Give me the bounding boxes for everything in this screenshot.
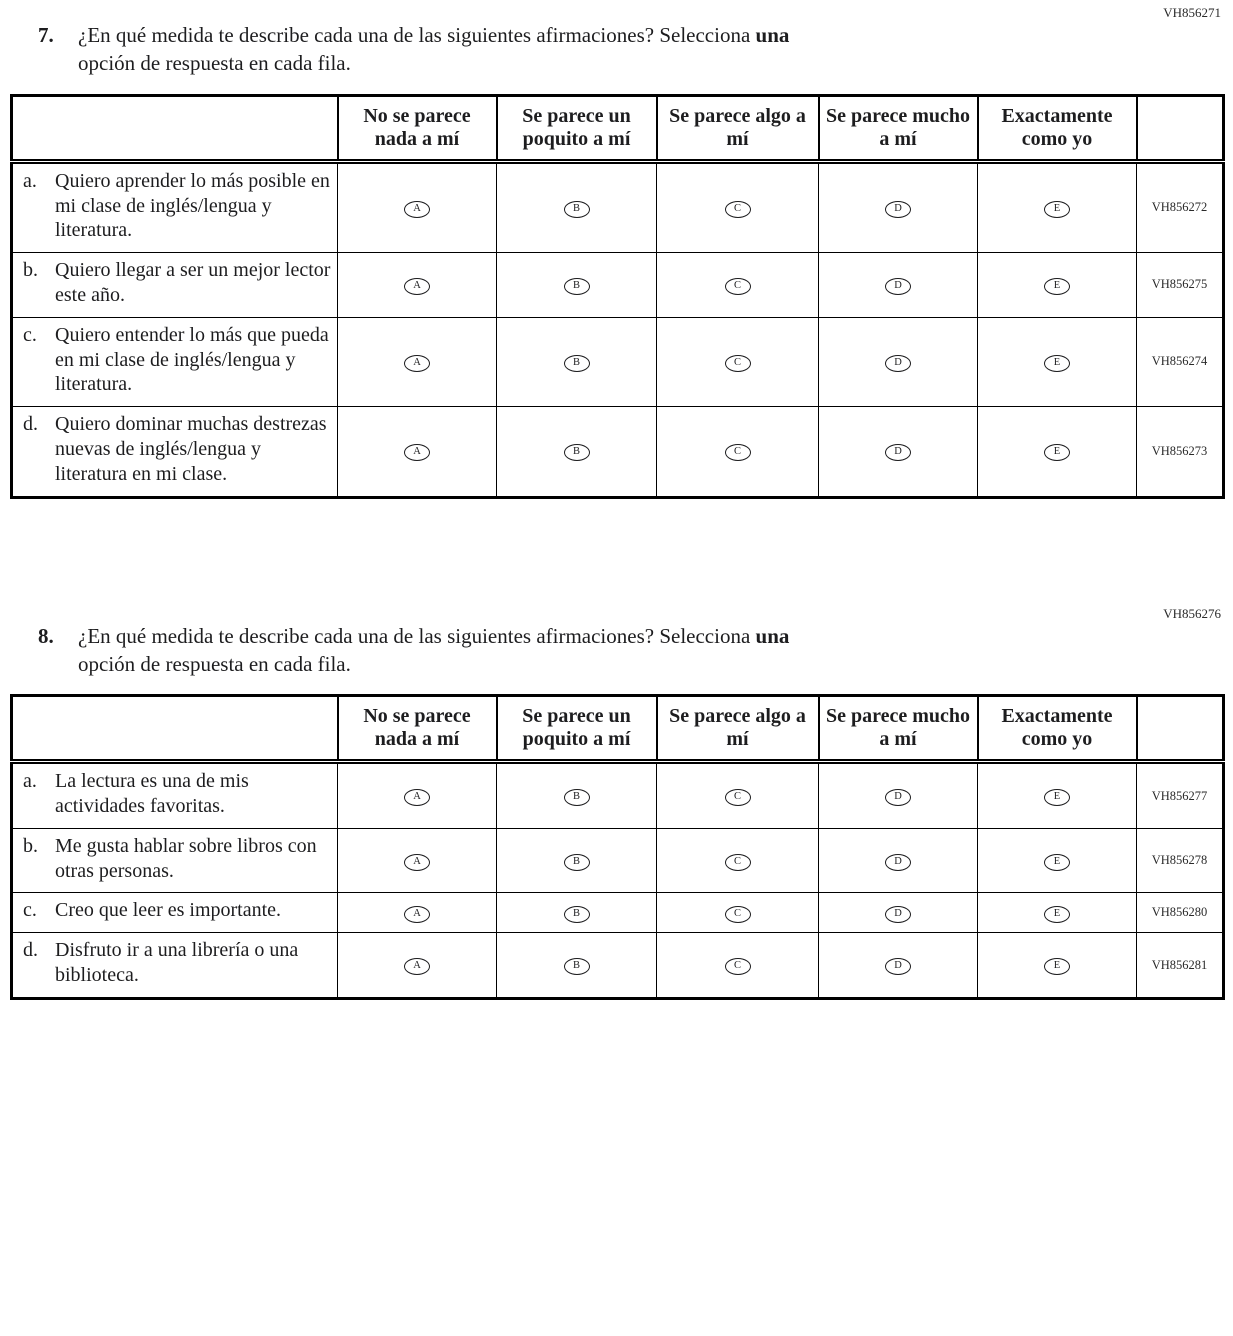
answer-cell <box>657 407 819 497</box>
option-bubble-C[interactable]: C <box>725 854 751 871</box>
answer-cell <box>978 933 1137 999</box>
statement-cell <box>12 161 338 252</box>
row-code: VH856277 <box>1137 762 1224 829</box>
answer-cell <box>338 317 497 406</box>
table-row <box>12 161 1224 252</box>
prompt-start: ¿En qué medida te describe cada una de las siguientes afirmaciones? Selecciona <box>78 23 756 48</box>
answer-cell <box>338 161 497 252</box>
statement-text: Me gusta hablar sobre libros con otras personas. <box>55 834 317 882</box>
option-bubble-C[interactable]: C <box>725 355 751 372</box>
statement-text: Quiero entender lo más que pueda en mi clase de inglés/lengua y literatura. <box>55 323 329 396</box>
column-header: No se parece nada a mí <box>338 95 497 161</box>
table-row <box>12 317 1224 406</box>
column-header: Exactamente como yo <box>978 95 1137 161</box>
header-row <box>12 696 1224 762</box>
option-bubble-E[interactable]: E <box>1044 444 1070 461</box>
statement-text: Creo que leer es importante. <box>55 899 282 922</box>
prompt-start: ¿En qué medida te describe cada una de las siguientes afirmaciones? Selecciona <box>78 623 756 648</box>
option-bubble-D[interactable]: D <box>885 355 911 372</box>
option-bubble-E[interactable]: E <box>1044 278 1070 295</box>
answer-cell <box>497 893 657 933</box>
prompt-bold-word: una <box>755 23 790 48</box>
question-7-block <box>10 6 1223 499</box>
statement-text: Quiero dominar muchas destrezas nuevas de inglés/lengua y literatura en mi clase. <box>55 413 327 485</box>
accession-code-q7: VH856271 <box>1163 5 1221 20</box>
option-bubble-D[interactable]: D <box>885 201 911 218</box>
question-7-prompt <box>38 22 1223 77</box>
option-bubble-A[interactable]: A <box>404 278 430 295</box>
option-bubble-E[interactable]: E <box>1044 789 1070 806</box>
answer-cell <box>657 893 819 933</box>
option-bubble-E[interactable]: E <box>1044 854 1070 871</box>
answer-cell <box>497 762 657 829</box>
prompt-bold-word: una <box>755 623 790 648</box>
option-bubble-B[interactable]: B <box>564 789 590 806</box>
option-bubble-C[interactable]: C <box>725 278 751 295</box>
row-letter: c. <box>23 899 37 922</box>
row-letter: d. <box>23 413 38 436</box>
row-letter: a. <box>23 169 37 192</box>
row-code: VH856272 <box>1137 161 1224 252</box>
column-header: Se parece mucho a mí <box>819 696 978 762</box>
option-bubble-D[interactable]: D <box>885 789 911 806</box>
option-bubble-D[interactable]: D <box>885 958 911 975</box>
accession-code-q8: VH856276 <box>1163 605 1221 621</box>
question-text <box>78 22 1108 77</box>
statement-cell <box>12 253 338 318</box>
prompt-end: opción de respuesta en cada fila. <box>78 51 351 76</box>
option-bubble-D[interactable]: D <box>885 278 911 295</box>
option-bubble-A[interactable]: A <box>404 958 430 975</box>
row-letter: c. <box>23 323 37 346</box>
answer-cell <box>819 407 978 497</box>
table-row <box>12 893 1224 933</box>
answer-cell <box>497 253 657 318</box>
option-bubble-B[interactable]: B <box>564 444 590 461</box>
option-bubble-C[interactable]: C <box>725 789 751 806</box>
row-code: VH856275 <box>1137 253 1224 318</box>
option-bubble-B[interactable]: B <box>564 278 590 295</box>
answer-cell <box>657 161 819 252</box>
option-bubble-C[interactable]: C <box>725 958 751 975</box>
statement-cell <box>12 933 338 999</box>
corner-cell <box>12 95 338 161</box>
table-row <box>12 762 1224 829</box>
column-header: No se parece nada a mí <box>338 696 497 762</box>
column-header: Se parece algo a mí <box>657 696 819 762</box>
answer-cell <box>819 893 978 933</box>
statement-text: Disfruto ir a una librería o una biblioteca. <box>55 939 299 987</box>
question-8-prompt <box>38 623 1223 678</box>
question-8-block <box>10 607 1223 1000</box>
answer-cell <box>497 161 657 252</box>
option-bubble-A[interactable]: A <box>404 854 430 871</box>
question-number: 8. <box>38 623 54 648</box>
option-bubble-B[interactable]: B <box>564 854 590 871</box>
option-bubble-A[interactable]: A <box>404 355 430 372</box>
option-bubble-B[interactable]: B <box>564 201 590 218</box>
answer-cell <box>657 253 819 318</box>
option-bubble-D[interactable]: D <box>885 854 911 871</box>
row-code: VH856281 <box>1137 933 1224 999</box>
answer-cell <box>819 762 978 829</box>
column-header: Se parece un poquito a mí <box>497 95 657 161</box>
answer-cell <box>497 407 657 497</box>
statement-cell <box>12 828 338 893</box>
table-row <box>12 933 1224 999</box>
row-letter: d. <box>23 939 38 962</box>
answer-cell <box>819 161 978 252</box>
answer-cell <box>338 762 497 829</box>
option-bubble-C[interactable]: C <box>725 906 751 923</box>
answer-cell <box>819 933 978 999</box>
column-header: Se parece mucho a mí <box>819 95 978 161</box>
code-column-header <box>1137 95 1224 161</box>
option-bubble-A[interactable]: A <box>404 906 430 923</box>
option-bubble-A[interactable]: A <box>404 789 430 806</box>
statement-cell <box>12 317 338 406</box>
answer-cell <box>657 933 819 999</box>
table-row <box>12 407 1224 497</box>
row-code: VH856278 <box>1137 828 1224 893</box>
statement-cell <box>12 893 338 933</box>
answer-cell <box>338 933 497 999</box>
row-code: VH856274 <box>1137 317 1224 406</box>
option-bubble-B[interactable]: B <box>564 958 590 975</box>
option-bubble-E[interactable]: E <box>1044 958 1070 975</box>
statement-text: Quiero aprender lo más posible en mi clase de inglés/lengua y literatura. <box>55 169 330 242</box>
option-bubble-C[interactable]: C <box>725 201 751 218</box>
row-letter: b. <box>23 259 38 282</box>
answer-cell <box>338 893 497 933</box>
option-bubble-B[interactable]: B <box>564 355 590 372</box>
question-8-table <box>10 694 1225 1000</box>
option-bubble-E[interactable]: E <box>1044 355 1070 372</box>
table-row <box>12 253 1224 318</box>
prompt-end: opción de respuesta en cada fila. <box>78 651 351 676</box>
answer-cell <box>657 317 819 406</box>
answer-cell <box>978 253 1137 318</box>
answer-cell <box>978 317 1137 406</box>
column-header: Exactamente como yo <box>978 696 1137 762</box>
row-letter: b. <box>23 834 38 857</box>
option-bubble-B[interactable]: B <box>564 906 590 923</box>
option-bubble-E[interactable]: E <box>1044 201 1070 218</box>
statement-cell <box>12 762 338 829</box>
row-code: VH856280 <box>1137 893 1224 933</box>
option-bubble-A[interactable]: A <box>404 201 430 218</box>
statement-cell <box>12 407 338 497</box>
question-text <box>78 623 1108 678</box>
answer-cell <box>497 317 657 406</box>
answer-cell <box>338 828 497 893</box>
answer-cell <box>497 933 657 999</box>
option-bubble-D[interactable]: D <box>885 906 911 923</box>
answer-cell <box>978 893 1137 933</box>
corner-cell <box>12 696 338 762</box>
question-number: 7. <box>38 23 54 48</box>
answer-cell <box>497 828 657 893</box>
answer-cell <box>978 762 1137 829</box>
answer-cell <box>978 407 1137 497</box>
column-header: Se parece un poquito a mí <box>497 696 657 762</box>
answer-cell <box>657 762 819 829</box>
answer-cell <box>819 828 978 893</box>
table-row <box>12 828 1224 893</box>
option-bubble-C[interactable]: C <box>725 444 751 461</box>
option-bubble-A[interactable]: A <box>404 444 430 461</box>
answer-cell <box>819 317 978 406</box>
answer-cell <box>819 253 978 318</box>
header-row <box>12 95 1224 161</box>
row-code: VH856273 <box>1137 407 1224 497</box>
code-column-header <box>1137 696 1224 762</box>
option-bubble-E[interactable]: E <box>1044 906 1070 923</box>
answer-cell <box>338 407 497 497</box>
answer-cell <box>657 828 819 893</box>
answer-cell <box>978 161 1137 252</box>
option-bubble-D[interactable]: D <box>885 444 911 461</box>
question-7-table <box>10 94 1225 499</box>
answer-cell <box>338 253 497 318</box>
statement-text: La lectura es una de mis actividades favoritas. <box>55 770 249 818</box>
row-letter: a. <box>23 770 37 793</box>
answer-cell <box>978 828 1137 893</box>
statement-text: Quiero llegar a ser un mejor lector este año. <box>55 259 331 306</box>
column-header: Se parece algo a mí <box>657 95 819 161</box>
